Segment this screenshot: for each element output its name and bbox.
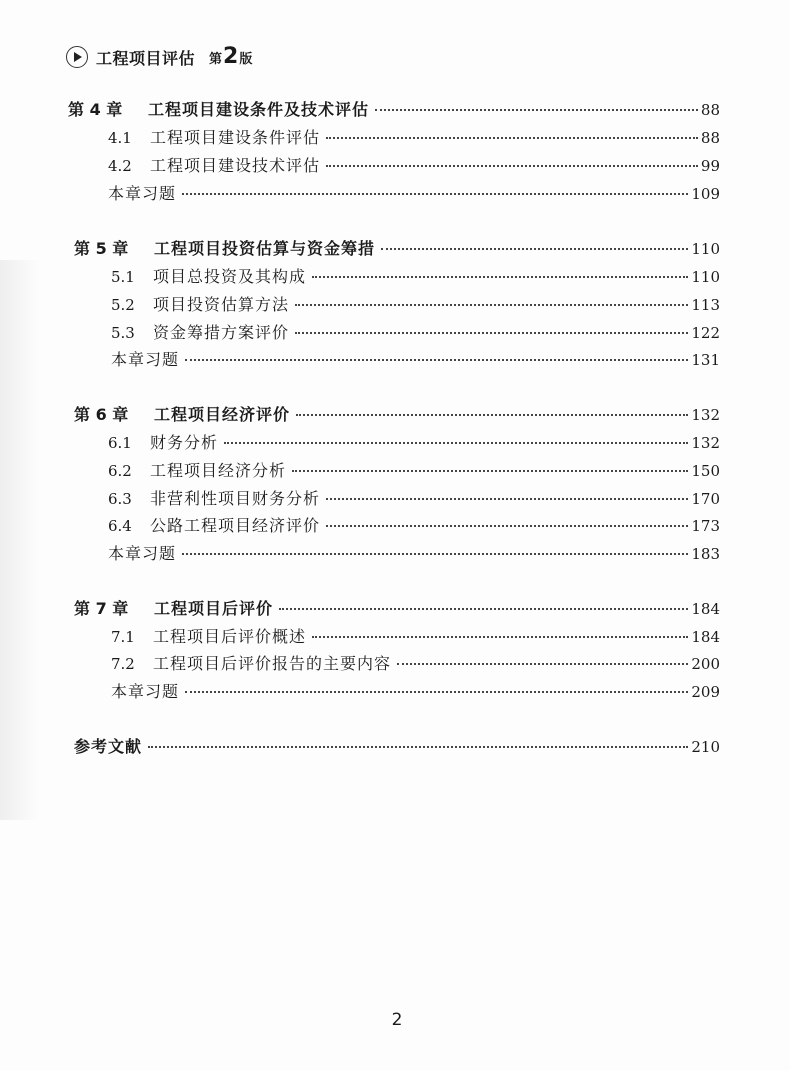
chapter-title: 工程项目后评价	[154, 599, 274, 618]
toc-section-7-2[interactable]: 7.2 工程项目后评价报告的主要内容 200	[111, 654, 720, 673]
dot-leader	[185, 359, 688, 361]
page-number: 2	[391, 1010, 403, 1030]
toc-section-5-3[interactable]: 5.3 资金筹措方案评价 122	[111, 323, 720, 342]
chapter-title: 工程项目经济评价	[154, 405, 291, 424]
dot-leader	[296, 414, 688, 416]
toc-section-4-1[interactable]: 4.1 工程项目建设条件评估 88	[108, 128, 720, 147]
toc-section-4-2[interactable]: 4.2 工程项目建设技术评估 99	[108, 156, 720, 175]
toc-chapter-4[interactable]: 第 4 章 工程项目建设条件及技术评估 88	[68, 98, 720, 122]
dot-leader	[326, 165, 698, 167]
toc-exercises-7[interactable]: 本章习题 209	[111, 682, 720, 701]
toc-chapter-6[interactable]: 第 6 章 工程项目经济评价 132	[74, 405, 720, 424]
dot-leader	[224, 442, 688, 444]
toc-section-7-1[interactable]: 7.1 工程项目后评价概述 184	[111, 627, 720, 646]
dot-leader	[185, 691, 688, 693]
book-title: 工程项目评估	[96, 48, 196, 68]
dot-leader	[295, 332, 688, 334]
dot-leader	[279, 608, 688, 610]
toc-exercises-5[interactable]: 本章习题 131	[111, 350, 720, 369]
chapter-title: 工程项目建设条件及技术评估	[148, 100, 370, 119]
chapter-title: 工程项目投资估算与资金筹措	[154, 239, 376, 258]
dot-leader	[182, 193, 688, 195]
toc-chapter-5[interactable]: 第 5 章 工程项目投资估算与资金筹措 110	[74, 239, 720, 258]
toc-section-5-1[interactable]: 5.1 项目总投资及其构成 110	[111, 267, 720, 286]
scan-shadow	[0, 260, 40, 820]
dot-leader	[312, 276, 688, 278]
toc-section-6-2[interactable]: 6.2 工程项目经济分析 150	[108, 461, 720, 480]
toc-chapter-7[interactable]: 第 7 章 工程项目后评价 184	[74, 599, 720, 618]
dot-leader	[381, 248, 688, 250]
dot-leader	[312, 636, 688, 638]
dot-leader	[295, 304, 688, 306]
dot-leader	[182, 553, 688, 555]
dot-leader	[326, 525, 688, 527]
dot-leader	[326, 137, 698, 139]
running-header	[66, 44, 252, 70]
dot-leader	[148, 746, 688, 748]
toc-references[interactable]: 参考文献 210	[74, 737, 720, 756]
dot-leader	[292, 470, 688, 472]
page-ref: 88	[700, 101, 720, 119]
play-circle-icon	[66, 46, 88, 68]
edition-label: 第 2 版	[209, 44, 253, 69]
dot-leader	[326, 498, 688, 500]
toc-section-5-2[interactable]: 5.2 项目投资估算方法 113	[111, 295, 720, 314]
toc-section-6-1[interactable]: 6.1 财务分析 132	[108, 433, 720, 452]
toc-exercises-6[interactable]: 本章习题 183	[108, 544, 720, 563]
dot-leader	[375, 109, 698, 111]
toc-section-6-3[interactable]: 6.3 非营利性项目财务分析 170	[108, 489, 720, 508]
toc-exercises-4[interactable]: 本章习题 109	[108, 184, 720, 203]
dot-leader	[397, 663, 688, 665]
toc-section-6-4[interactable]: 6.4 公路工程项目经济评价 173	[108, 516, 720, 535]
